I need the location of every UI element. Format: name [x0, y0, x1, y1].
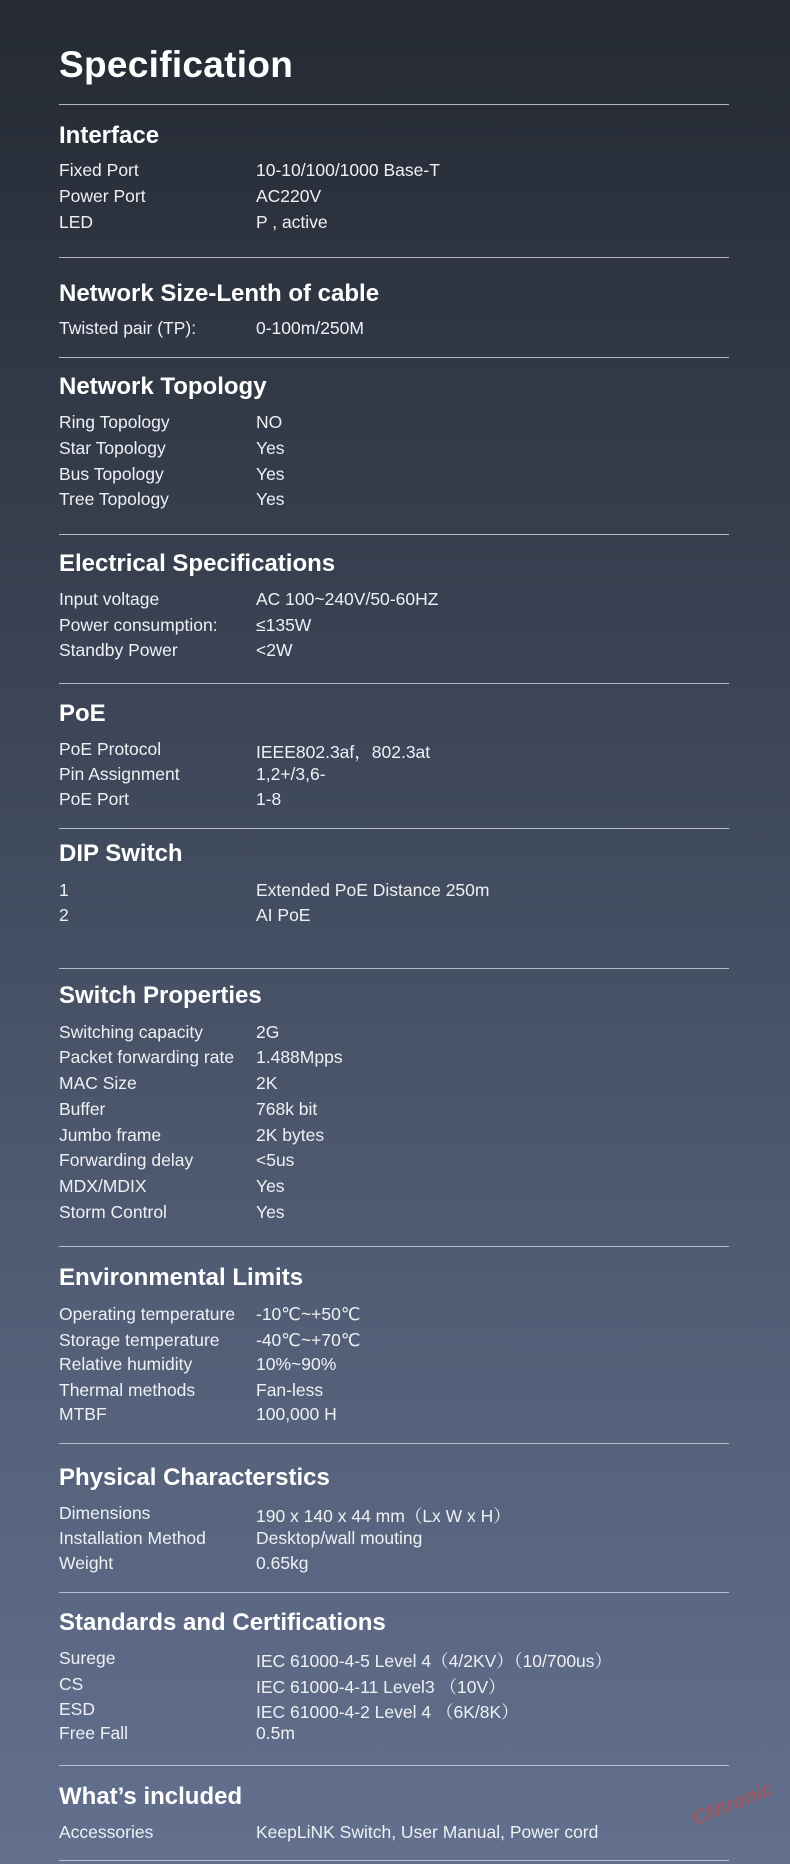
spec-value: <5us	[256, 1150, 295, 1170]
spec-row	[59, 764, 739, 790]
spec-row	[59, 615, 739, 641]
spec-value: 2K bytes	[256, 1125, 325, 1145]
spec-value: Yes	[256, 464, 285, 484]
spec-value: IEEE802.3af，802.3at	[256, 742, 431, 762]
section-divider	[59, 1443, 729, 1444]
spec-value: 768k bit	[256, 1099, 318, 1119]
spec-label: Storm Control	[59, 1202, 167, 1222]
spec-label: Installation Method	[59, 1528, 206, 1548]
spec-value: 0.5m	[256, 1723, 295, 1743]
spec-label: PoE Protocol	[59, 739, 162, 759]
spec-row	[59, 1099, 739, 1125]
spec-row	[59, 739, 739, 765]
spec-label: Relative humidity	[59, 1354, 193, 1374]
spec-row	[59, 1553, 739, 1579]
spec-label: Buffer	[59, 1099, 106, 1119]
section-divider	[59, 828, 729, 829]
spec-value: 1.488Mpps	[256, 1047, 343, 1067]
spec-label: Dimensions	[59, 1503, 151, 1523]
spec-label: Free Fall	[59, 1723, 129, 1743]
spec-value: Yes	[256, 489, 285, 509]
spec-value: 190 x 140 x 44 mm（Lx W x H）	[256, 1506, 511, 1526]
spec-label: Bus Topology	[59, 464, 164, 484]
spec-value: KeepLiNK Switch, User Manual, Power cord	[256, 1822, 599, 1842]
spec-label: Twisted pair (TP):	[59, 318, 197, 338]
section-divider	[59, 1765, 729, 1766]
spec-value: -10℃~+50℃	[256, 1304, 361, 1324]
spec-value: 0-100m/250M	[256, 318, 364, 338]
spec-label: Surege	[59, 1648, 116, 1668]
spec-row	[59, 640, 739, 666]
spec-value: 100,000 H	[256, 1404, 337, 1424]
section-heading: Electrical Specifications	[59, 550, 336, 577]
section-heading: Environmental Limits	[59, 1264, 304, 1291]
spec-label: Fixed Port	[59, 160, 139, 180]
section-divider	[59, 1592, 729, 1593]
spec-value: 10-10/100/1000 Base-T	[256, 160, 440, 180]
spec-value: IEC 61000-4-11 Level3 （10V）	[256, 1677, 506, 1697]
spec-value: AC 100~240V/50-60HZ	[256, 589, 439, 609]
section-heading: Physical Characterstics	[59, 1464, 330, 1491]
spec-value: ≤135W	[256, 615, 312, 635]
page-title: Specification	[59, 44, 294, 85]
spec-label: Packet forwarding rate	[59, 1047, 235, 1067]
spec-label: Ring Topology	[59, 412, 170, 432]
spec-value: Yes	[256, 438, 285, 458]
spec-row	[59, 318, 739, 344]
spec-label: MDX/MDIX	[59, 1176, 147, 1196]
section-divider	[59, 104, 729, 105]
spec-row	[59, 464, 739, 490]
section-heading: Standards and Certifications	[59, 1609, 386, 1636]
spec-label: Accessories	[59, 1822, 154, 1842]
section-divider	[59, 968, 729, 969]
spec-label: Input voltage	[59, 589, 160, 609]
spec-value: IEC 61000-4-2 Level 4 （6K/8K）	[256, 1702, 519, 1722]
spec-row	[59, 1528, 739, 1554]
section-heading: Network Size-Lenth of cable	[59, 280, 380, 307]
section-heading: Interface	[59, 122, 160, 149]
spec-label: Forwarding delay	[59, 1150, 194, 1170]
spec-label: Star Topology	[59, 438, 166, 458]
spec-row	[59, 1380, 739, 1406]
spec-row	[59, 1047, 739, 1073]
spec-label: Thermal methods	[59, 1380, 196, 1400]
spec-label: 1	[59, 880, 69, 900]
spec-row	[59, 1150, 739, 1176]
section-heading: DIP Switch	[59, 840, 183, 867]
spec-label: Jumbo frame	[59, 1125, 162, 1145]
spec-row	[59, 1304, 739, 1330]
spec-label: MAC Size	[59, 1073, 137, 1093]
spec-row	[59, 1354, 739, 1380]
spec-row	[59, 1648, 739, 1674]
spec-row	[59, 880, 739, 906]
spec-value: Desktop/wall mouting	[256, 1528, 423, 1548]
spec-row	[59, 1822, 739, 1848]
spec-value: Extended PoE Distance 250m	[256, 880, 490, 900]
spec-value: 2K	[256, 1073, 278, 1093]
spec-row	[59, 789, 739, 815]
spec-row	[59, 1073, 739, 1099]
watermark-logo: CNtronic	[689, 1778, 776, 1831]
section-divider	[59, 683, 729, 684]
section-divider	[59, 534, 729, 535]
spec-value: 2G	[256, 1022, 280, 1042]
section-heading: What’s included	[59, 1783, 243, 1810]
spec-label: Standby Power	[59, 640, 178, 660]
spec-row	[59, 1176, 739, 1202]
spec-row	[59, 1674, 739, 1700]
spec-value: Yes	[256, 1176, 285, 1196]
section-divider	[59, 1246, 729, 1247]
spec-value: Fan-less	[256, 1380, 324, 1400]
spec-label: Power consumption:	[59, 615, 218, 635]
spec-value: <2W	[256, 640, 293, 660]
spec-label: CS	[59, 1674, 84, 1694]
spec-row	[59, 1202, 739, 1228]
spec-value: -40℃~+70℃	[256, 1330, 361, 1350]
spec-label: Operating temperature	[59, 1304, 236, 1324]
section-heading: PoE	[59, 700, 106, 727]
spec-row	[59, 1330, 739, 1356]
spec-row	[59, 1022, 739, 1048]
section-heading: Network Topology	[59, 373, 267, 400]
spec-value: IEC 61000-4-5 Level 4（4/2KV）（10/700us）	[256, 1651, 613, 1671]
spec-label: Switching capacity	[59, 1022, 203, 1042]
spec-label: PoE Port	[59, 789, 130, 809]
spec-row	[59, 589, 739, 615]
spec-label: Power Port	[59, 186, 146, 206]
spec-value: 10%~90%	[256, 1354, 337, 1374]
spec-row	[59, 1125, 739, 1151]
spec-label: 2	[59, 905, 69, 925]
spec-label: LED	[59, 212, 94, 232]
spec-value: 1-8	[256, 789, 282, 809]
spec-value: AI PoE	[256, 905, 311, 925]
spec-row	[59, 1699, 739, 1725]
spec-value: Yes	[256, 1202, 285, 1222]
section-divider	[59, 357, 729, 358]
spec-row	[59, 438, 739, 464]
spec-row	[59, 1723, 739, 1749]
spec-label: MTBF	[59, 1404, 107, 1424]
spec-label: Storage temperature	[59, 1330, 220, 1350]
spec-label: Weight	[59, 1553, 114, 1573]
spec-value: 1,2+/3,6-	[256, 764, 326, 784]
spec-value: 0.65kg	[256, 1553, 309, 1573]
spec-row	[59, 160, 739, 186]
spec-row	[59, 1404, 739, 1430]
spec-value: NO	[256, 412, 283, 432]
section-divider	[59, 257, 729, 258]
spec-value: AC220V	[256, 186, 322, 206]
bottom-divider	[59, 1860, 729, 1861]
spec-label: ESD	[59, 1699, 95, 1719]
spec-row	[59, 186, 739, 212]
spec-label: Pin Assignment	[59, 764, 180, 784]
spec-row	[59, 905, 739, 931]
section-heading: Switch Properties	[59, 982, 262, 1009]
spec-row	[59, 489, 739, 515]
spec-row	[59, 412, 739, 438]
spec-label: Tree Topology	[59, 489, 169, 509]
spec-row	[59, 1503, 739, 1529]
spec-value: P , active	[256, 212, 328, 232]
spec-row	[59, 212, 739, 238]
